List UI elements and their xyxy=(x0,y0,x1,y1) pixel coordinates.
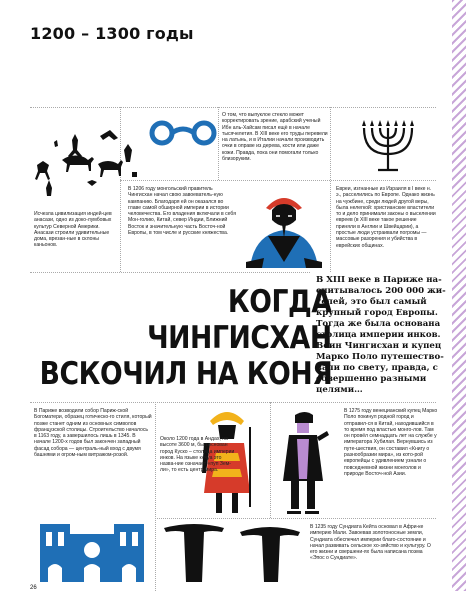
mongols-text: В 1206 году монгольский правитель Чингисхан начал свою завоеватель-ную кампанию. Благодаря ей он оказался во главе самой обширной империи в истории человечества. Его владения включали в себя Мон-голию, Китай, север Индии, Ближний Восток и значительную часть Восточ-ной Европы, в том числе и русские княжества. xyxy=(128,186,236,237)
headline-line-3: ВСКОЧИЛ НА КОНЯ xyxy=(39,356,332,392)
glasses-icon xyxy=(152,123,214,143)
menorah-icon xyxy=(364,128,412,170)
divider xyxy=(30,107,436,108)
divider xyxy=(218,107,219,180)
marco-polo-icon xyxy=(283,412,329,514)
menorah-illustration xyxy=(352,118,424,178)
baobab-tree-icon xyxy=(164,524,300,582)
rock-art-illustration xyxy=(32,120,142,200)
divider xyxy=(120,180,436,181)
divider xyxy=(330,107,331,272)
paris-text: В Париже возводили собор Париж-ской Богоматери, образец готическо-го стиля, который позже станет одним из основных символов французской столицы. Строительство началось в 1163 году, а завершилось лишь в 1345. В начале 1200-х годов был закончен западный фасад собора — централь-ный вход с двумя башнями и огром-ным витражом-розой. xyxy=(34,408,152,459)
marco-polo-text: В 1275 году венецианский купец Марко Поло покинул родной город и отправил-ся в Китай, находившийся в то время под властью монго-лов. Там он провёл семнадцать лет на службе у императора Хубилая. Вернувшись из путе-шествия, он составил «Книгу о разнообразии мира», из кото-рой европейцы с удивлением узнали о повседневной жизни монголов и природе Восточ-ной Азии. xyxy=(344,408,438,477)
divider xyxy=(155,402,156,591)
anasazi-text: Исчезла цивилизация индей-цев анасази, одно из доко-лумбовых культур Северной Америки. Анасази строили удивительные дома, врезан-ные в склоны каньонов. xyxy=(34,211,112,249)
mali-text: В 1235 году Сундиата Кейта основал в Афри-ке империю Мали. Завоевав золотоносные земли, Сундиата обеспечил империи благо-состояние и начал развивать сельское хо-зяйство и культуру. О его жизни и свершени-ях была написана поэма «Эпос о Сундиате». xyxy=(310,524,431,562)
divider xyxy=(270,402,271,518)
lead-paragraph: В XIII веке в Париже на-считывалось 200 000 жи-телей, это был самый крупный город Европы. Тогда же была основана столица империи инков. Воин Чингисхан и купец Марко Поло путешество-вали по свету, правда, с совершенно разными целями… xyxy=(316,275,446,395)
notre-dame-illustration xyxy=(36,520,148,582)
genghis-khan-icon xyxy=(246,198,322,268)
genghis-khan-illustration xyxy=(238,190,330,268)
glasses-illustration xyxy=(148,118,218,148)
divider xyxy=(155,518,436,519)
divider xyxy=(30,402,436,403)
baobab-trees-illustration xyxy=(160,522,306,584)
petroglyph-figures-icon xyxy=(35,130,137,196)
cathedral-icon xyxy=(40,524,144,582)
period-title: 1200 – 1300 годы xyxy=(30,24,194,43)
page-number: 26 xyxy=(30,585,37,591)
marco-polo-illustration xyxy=(273,407,333,517)
glasses-text: О том, что выпуклое стекло может корректировать зрение, арабский ученый Ибн аль-Хайсам писал ещё в начале тысячелетия. В XIII веке его труды перевели на латынь, и в Италии начали производить очки в оправе из дерева, кости или даже кожи. Правда, пока они помогали только близоруким. xyxy=(222,112,328,163)
jews-text: Евреи, изгнанные из Израиля в I веке н. э., расселились по Европе. Однако жизнь на чужбине, среди людей другой веры, была нелегкой: христианские властители то и дело принимали законы о выселении евреев (в XIII веке такое решение приняли в Англии и Швейцарии), а простые люди устраивали погромы — массовые разорения и убийства в еврейских общинах. xyxy=(336,186,436,249)
divider xyxy=(30,272,310,273)
headline-line-1: КОГДА xyxy=(228,284,332,320)
headline-line-2: ЧИНГИСХАН xyxy=(147,320,332,356)
inca-text: Около 1200 года в Андах, на высоте 3600 м, был основан город Куско – столица империи инков. На языке кечуа это назва-ние означает «пуп Зем-ли», то есть центр мира. xyxy=(160,436,235,474)
